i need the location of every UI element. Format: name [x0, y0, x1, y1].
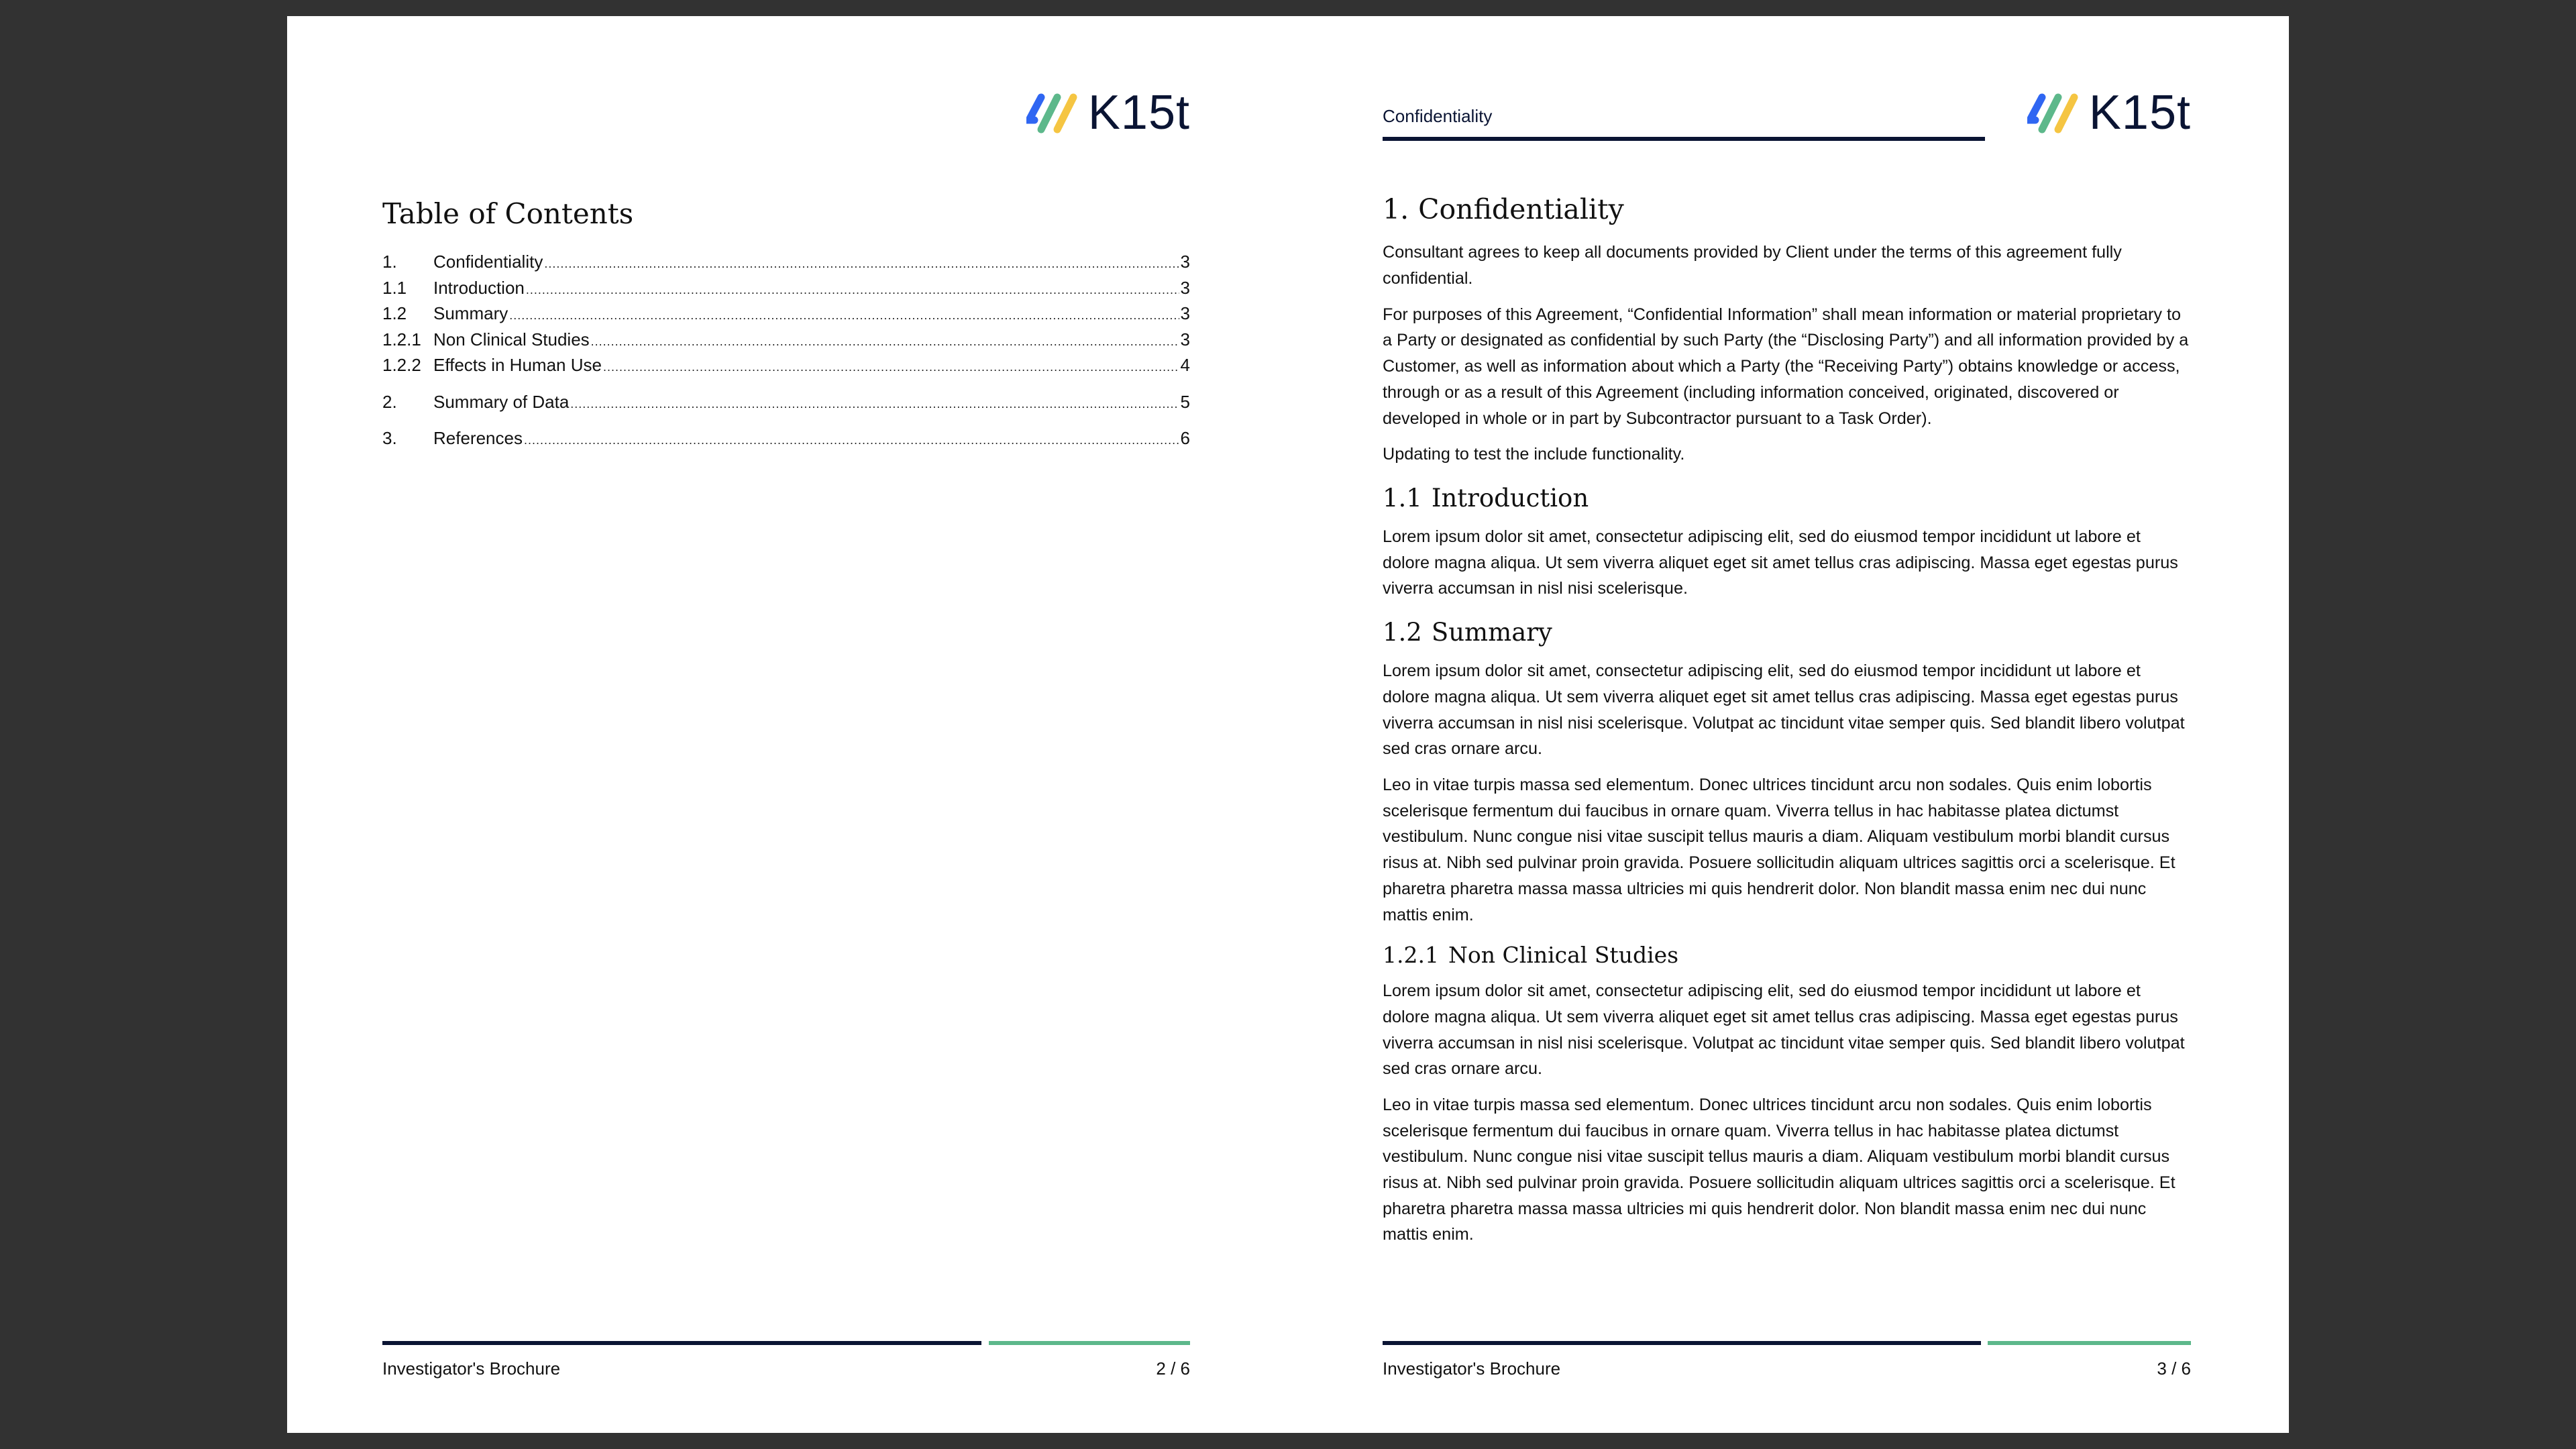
table-of-contents — [382, 249, 1190, 451]
toc-entry[interactable] — [382, 389, 1190, 415]
k15t-stripes-icon — [2027, 91, 2082, 135]
running-header: Confidentiality — [1383, 106, 1493, 126]
toc-entry[interactable] — [382, 275, 1190, 301]
toc-entry[interactable] — [382, 327, 1190, 353]
paragraph: For purposes of this Agreement, “Confidential Information” shall mean information or material proprietary to a Party or designated as confidential by such Party (the “Disclosing Party”) and all information provided by a Customer, as well as information about which a Party (the “Receiving Party”) obtains knowledge or access, through or as a result of this Agreement (including information conceived, originated, discovered or developed in whole or in part by Subcontractor pursuant to a Task Order). — [1383, 305, 2189, 428]
toc-entry-label[interactable]: Summary of Data — [433, 391, 570, 412]
paragraph: Lorem ipsum dolor sit amet, consectetur adipiscing elit, sed do eiusmod tempor incididunt ut labore et dolore magna aliqua. Ut sem viverra aliquet eget sit amet tellus cras adipiscing. Massa eget egestas purus viverra accumsan in nisl nisi scelerisque. — [1383, 527, 2178, 598]
footer-rule-navy — [382, 1341, 981, 1345]
toc-entry-number: 1. — [382, 252, 397, 272]
toc-leader-dots — [544, 251, 1179, 277]
heading-number: 1.2 — [1383, 618, 1422, 647]
k15t-logo — [1026, 87, 1190, 138]
heading-number: 1.2.1 — [1383, 942, 1439, 969]
footer-document-title: Investigator's Brochure — [382, 1358, 561, 1379]
paragraph: Leo in vitae turpis massa sed elementum. Donec ultrices tincidunt arcu non sodales. Quis enim lobortis scelerisque fermentum dui faucibus in ornare quam. Viverra tellus in hac habitasse platea dictumst vestibulum. Nunc congue nisi vitae suscipit tellus mauris a diam. Aliquam vestibulum morbi blandit cursus risus at. Nibh sed pulvinar proin gravida. Posuere sollicitudin aliquam ultrices sagittis orci a scelerisque. Et pharetra pharetra massa massa ultricies mi quis hendrerit dolor. Non blandit massa enim nec dui nunc mattis enim. — [1383, 775, 2176, 924]
toc-entry[interactable] — [382, 249, 1190, 275]
logo-wordmark: K15t — [2088, 86, 2191, 140]
paragraph: Lorem ipsum dolor sit amet, consectetur adipiscing elit, sed do eiusmod tempor incididunt ut labore et dolore magna aliqua. Ut sem viverra aliquet eget sit amet tellus cras adipiscing. Massa eget egestas purus viverra accumsan in nisl nisi scelerisque. Volutpat ac tincidunt vitae semper quis. Sed blandit libero volutpat sed cras ornare arcu. — [1383, 981, 2185, 1079]
heading-number: 1.1 — [1383, 483, 1422, 513]
footer-page-number: 3 / 6 — [2157, 1358, 2191, 1379]
toc-entry-label[interactable]: Summary — [433, 303, 508, 323]
heading-introduction — [1383, 482, 2191, 515]
footer-rule-navy — [1383, 1341, 1981, 1345]
toc-entry-page: 4 — [1180, 355, 1190, 375]
page-2 — [382, 16, 1190, 1433]
toc-entry-label[interactable]: References — [433, 428, 523, 448]
document-spread — [287, 16, 2289, 1433]
heading-confidentiality — [1383, 192, 2191, 227]
heading-non-clinical-studies — [1383, 941, 2191, 970]
header-rule — [1383, 137, 1985, 141]
toc-entry-number: 3. — [382, 428, 397, 448]
toc-entry-number: 1.1 — [382, 277, 407, 298]
toc-leader-dots — [524, 427, 1179, 453]
page-content — [1383, 192, 2191, 1258]
toc-entry-number: 2. — [382, 391, 397, 412]
footer-rule-green — [1988, 1341, 2191, 1345]
toc-entry[interactable] — [382, 352, 1190, 378]
heading-summary — [1383, 616, 2191, 649]
toc-leader-dots — [603, 354, 1179, 380]
footer-document-title: Investigator's Brochure — [1383, 1358, 1561, 1379]
toc-entry-number: 1.2.2 — [382, 355, 421, 375]
toc-leader-dots — [526, 277, 1179, 303]
toc-entry-number: 1.2.1 — [382, 329, 421, 350]
toc-entry-label[interactable]: Non Clinical Studies — [433, 329, 590, 350]
paragraph: Lorem ipsum dolor sit amet, consectetur adipiscing elit, sed do eiusmod tempor incididunt ut labore et dolore magna aliqua. Ut sem viverra aliquet eget sit amet tellus cras adipiscing. Massa eget egestas purus viverra accumsan in nisl nisi scelerisque. Volutpat ac tincidunt vitae semper quis. Sed blandit libero volutpat sed cras ornare arcu. — [1383, 661, 2185, 759]
footer-rule-green — [989, 1341, 1190, 1345]
toc-entry[interactable] — [382, 425, 1190, 451]
heading-number: 1. — [1383, 193, 1409, 225]
toc-leader-dots — [591, 329, 1179, 355]
toc-entry-label[interactable]: Introduction — [433, 277, 525, 298]
toc-entry-page: 3 — [1180, 252, 1190, 272]
footer-page-number: 2 / 6 — [1156, 1358, 1190, 1379]
toc-leader-dots — [509, 303, 1179, 329]
k15t-logo — [2027, 87, 2191, 138]
page-3 — [1383, 16, 2191, 1433]
toc-leader-dots — [570, 391, 1179, 417]
toc-entry-page: 3 — [1180, 277, 1190, 298]
paragraph: Updating to test the include functionality. — [1383, 445, 1685, 464]
logo-wordmark: K15t — [1087, 86, 1190, 140]
paragraph: Leo in vitae turpis massa sed elementum. Donec ultrices tincidunt arcu non sodales. Quis enim lobortis scelerisque fermentum dui faucibus in ornare quam. Viverra tellus in hac habitasse platea dictumst vestibulum. Nunc congue nisi vitae suscipit tellus mauris a diam. Aliquam vestibulum morbi blandit cursus risus at. Nibh sed pulvinar proin gravida. Posuere sollicitudin aliquam ultrices sagittis orci a scelerisque. Et pharetra pharetra massa massa ultricies mi quis hendrerit dolor. Non blandit massa enim nec dui nunc mattis enim. — [1383, 1095, 2176, 1244]
toc-title: Table of Contents — [382, 197, 634, 230]
toc-entry-page: 5 — [1180, 391, 1190, 412]
paragraph: Consultant agrees to keep all documents provided by Client under the terms of this agreement fully confidential. — [1383, 243, 2122, 288]
k15t-stripes-icon — [1026, 91, 1081, 135]
toc-entry-page: 6 — [1180, 428, 1190, 448]
heading-text: Summary — [1431, 618, 1552, 647]
toc-entry-page: 3 — [1180, 303, 1190, 323]
heading-text: Introduction — [1431, 483, 1589, 513]
toc-entry-page: 3 — [1180, 329, 1190, 350]
heading-text: Non Clinical Studies — [1448, 942, 1679, 969]
toc-entry[interactable] — [382, 301, 1190, 327]
heading-text: Confidentiality — [1418, 193, 1624, 225]
toc-entry-label[interactable]: Confidentiality — [433, 252, 543, 272]
toc-entry-label[interactable]: Effects in Human Use — [433, 355, 602, 375]
toc-entry-number: 1.2 — [382, 303, 407, 323]
